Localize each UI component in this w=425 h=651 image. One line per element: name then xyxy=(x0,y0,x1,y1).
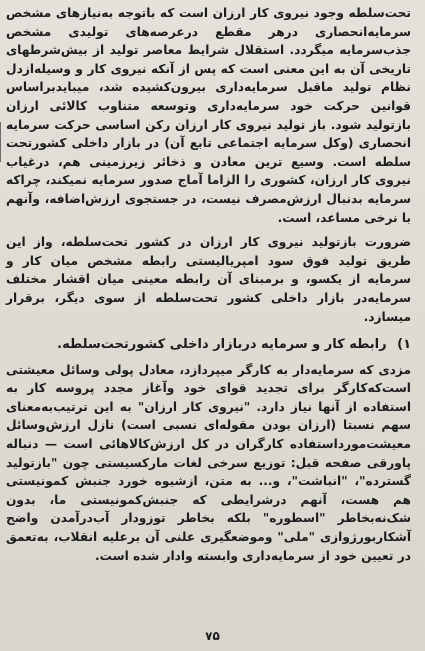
paragraph-3: مزدی که سرمایه‌دار به کارگر میپردازد، معادل پولی وسائل معیشتی است‌که‌کارگر برای تجدید قوای خود وآغاز مجدد پروسه کار به استفاده از آنها نیاز دارد. "نیروی کار ارزان" به این ترتیب‌به‌معنای سهم نسبتا (ارزان بودن مقوله‌ای نسبی است) نازل ارزش‌وسائل معیشت‌مورداستفاده کارگران در کل ارزش‌کالاهائی است — دنباله پاورقی صفحه قبل: توزیع سرخی لغات مارکسیستی چون "بازتولید گسترده"، "انباشت"، و... به متن، ازشیوه خورد جنبش کمونیستی هم هست، آنهم درشرایطی که جنبش‌کمونیستی ما، بدون شک‌نه‌بخاطر "اسطوره" بلکه بخاطر توزودار آب‌درآمدن واضح آشکاربورژوازی "ملی" وموضعگیری علنی آن برعلیه انقلاب، به‌تعمق در تعیین خود از سرمایه‌داری وابسته وادار شده است. xyxy=(6,362,411,563)
section-number: ۱) xyxy=(397,337,411,353)
paragraph-1: تحت‌سلطه وجود نیروی کار ارزان است که باتوجه به‌نیازهای مشخص سرمایه‌انحصاری درهر مقطع درعرصه‌های تولیدی مشخص جذب‌سرمایه میگردد. استقلال شرایط معاصر تولید از بیش‌شرطهای تاریخی آن به این معنی است که پس از آنکه نیروی کار و وسیله‌ازدل نظام تولید ماقبل سرمایه‌داری بیرون‌کشیده شد، میبایدبراساس قوانین حرکت خود سرمایه‌داری وتوسعه متناوب کالائی ارزان بازتولید شود. باز تولید نیروی کار ارزان رکن اساسی حرکت سرمایه انحصاری (وکل سرمایه اجتماعی تابع آن) در بازار داخلی کشورتحت سلطه است. وسیع ترین معادن و ذخائر زیرزمینی هم، درغیاب نیروی کار ارزان، کشوری را الزاما آماج صدور سرمایه نمیکند، چراکه سرمایه بدنبال ارزش‌مصرف نیست، در جستجوی ارزش‌اضافه، وآنهم با نرخی مساعد، است. xyxy=(6,6,411,225)
page-number: ۷۵ xyxy=(205,629,220,643)
section-heading xyxy=(6,336,411,355)
section-heading-text: رابطه کار و سرمایه دربازار داخلی کشورتحت‌سلطه. xyxy=(57,337,387,353)
body-text xyxy=(6,4,411,565)
paragraph-2: ضرورت بازتولید نیروی کار ارزان در کشور تحت‌سلطه، واز این طریق تولید فوق سود امپریالیستی رابطه مشخص میان کار و سرمایه از یکسو، و برمبنای آن رابطه معینی میان اقشار مختلف سرمایه‌در بازار داخلی کشور تحت‌سلطه از سوی دیگر، برقرار میسازد. xyxy=(6,235,411,324)
